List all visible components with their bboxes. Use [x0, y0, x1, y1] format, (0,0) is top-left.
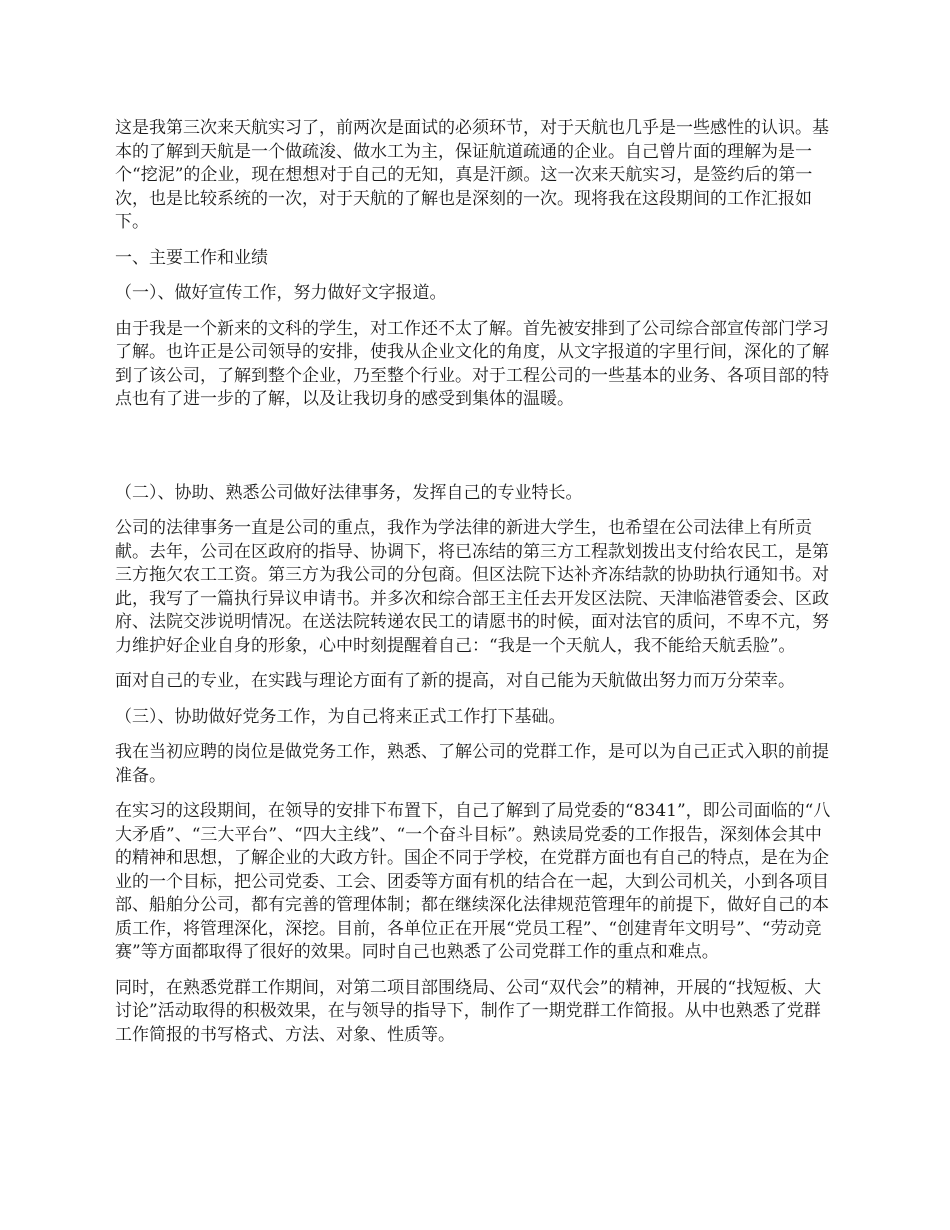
section-3-title: （三）、协助做好党务工作，为自己将来正式工作打下基础。: [115, 706, 566, 727]
section-2-paragraph-2: 面对自己的专业，在实践与理论方面有了新的提高，对自己能为天航做出努力而万分荣幸。: [115, 671, 795, 691]
section-1-paragraph: 由于我是一个新来的文科的学生，对工作还不太了解。首先被安排到了公司综合部宣传部门学习了解。也许正是公司领导的安排，使我从企业文化的角度，从文字报道的字里行间，深化的了解到了该公司，了解到整个企业，乃至整个行业。对于工程公司的一些基本的业务、各项目部的特点也有了进一步的了解，以及让我切身的感受到集体的温暖。: [115, 318, 829, 409]
section-2-paragraph-1: 公司的法律事务一直是公司的重点，我作为学法律的新进大学生，也希望在公司法律上有所贡献。去年，公司在区政府的指导、协调下，将已冻结的第三方工程款划拨出支付给农民工，是第三方拖欠农工工资。第三方为我公司的分包商。但区法院下达补齐冻结款的协助执行通知书。对此，我写了一篇执行异议申请书。并多次和综合部王主任去开发区法院、天津临港管委会、区政府、法院交涉说明情况。在送法院转递农民工的请愿书的时候，面对法官的质问，不卑不亢，努力维护好企业自身的形象，心中时刻提醒着自己：“我是一个天航人，我不能给天航丢脸”。: [115, 518, 829, 656]
section-3-paragraph-3: 同时，在熟悉党群工作期间，对第二项目部围绕局、公司“双代会”的精神，开展的“找短板、大讨论”活动取得的积极效果，在与领导的指导下，制作了一期党群工作简报。从中也熟悉了党群工作简报的书写格式、方法、对象、性质等。: [115, 977, 822, 1045]
section-3-paragraph-2: 在实习的这段期间，在领导的安排下布置下，自己了解到了局党委的“8341”，即公司面临的“八大矛盾”、“三大平台”、“四大主线”、“一个奋斗目标”。熟读局党委的工作报告，深刻体会其中的精神和思想，了解企业的大政方针。国企不同于学校，在党群方面也有自己的特点，是在为企业的一个目标，把公司党委、工会、团委等方面有机的结合在一起，大到公司机关，小到各项目部、船舶分公司，都有完善的管理体制；都在继续深化法律规范管理年的前提下，做好自己的本质工作，将管理深化，深挖。目前，各单位正在开展“党员工程”、“创建青年文明号”、“劳动竞赛”等方面都取得了很好的效果。同时自己也熟悉了公司党群工作的重点和难点。: [115, 801, 831, 962]
intro-paragraph: 这是我第三次来天航实习了，前两次是面试的必须环节，对于天航也几乎是一些感性的认识。基本的了解到天航是一个做疏浚、做水工为主，保证航道疏通的企业。自己曾片面的理解为是一个“挖泥”的企业，现在想想对于自己的无知，真是汗颜。这一次来天航实习，是签约后的第一次，也是比较系统的一次，对于天航的了解也是深刻的一次。现将我在这段期间的工作汇报如下。: [115, 118, 829, 232]
section-2-title: （二）、协助、熟悉公司做好法律事务，发挥自己的专业特长。: [115, 482, 583, 503]
document-body: [115, 117, 837, 1047]
section-1-title: （一）、做好宣传工作，努力做好文字报道。: [115, 283, 447, 303]
section-3-paragraph-1: 我在当初应聘的岗位是做党务工作，熟悉、了解公司的党群工作，是可以为自己正式入职的前提准备。: [115, 742, 829, 786]
main-heading: 一、主要工作和业绩: [115, 247, 268, 268]
